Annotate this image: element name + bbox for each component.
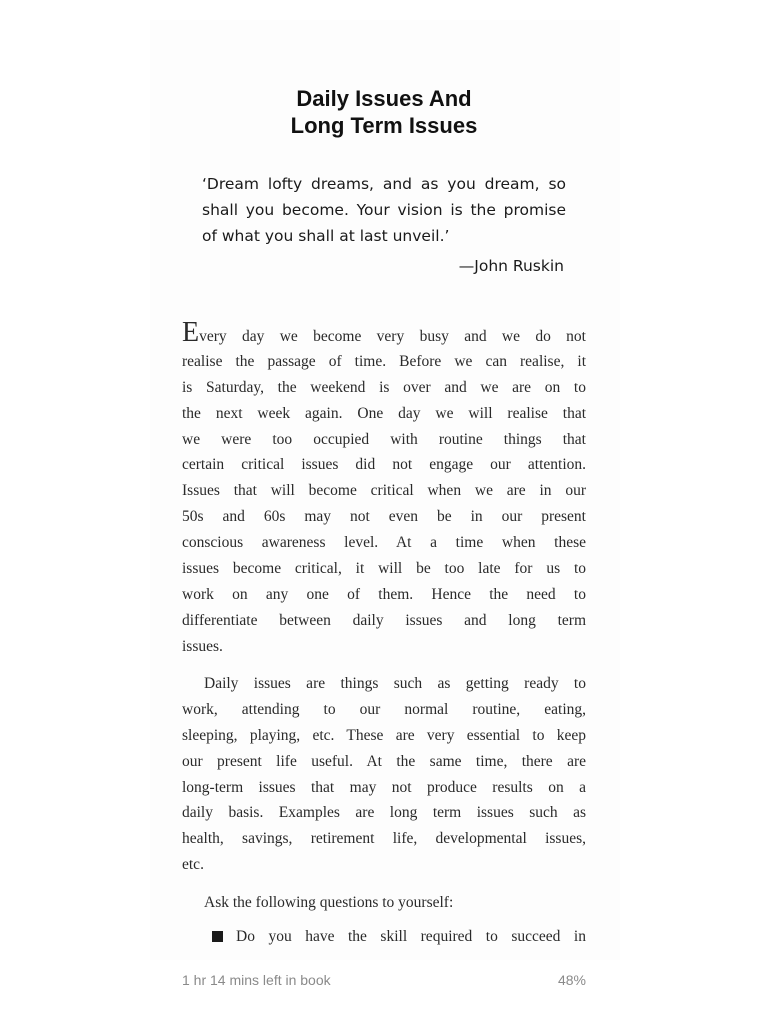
chapter-title-line-2: Long Term Issues bbox=[290, 113, 478, 138]
epigraph-line: shall you become. Your vision is the promise bbox=[202, 201, 566, 219]
epigraph-quote bbox=[202, 171, 566, 249]
bullet-list-item bbox=[212, 924, 586, 950]
epigraph-author: —John Ruskin bbox=[458, 257, 564, 275]
paragraph-line bbox=[182, 317, 586, 349]
paragraph-line: 50s and 60s may not even be in our present bbox=[182, 508, 586, 526]
epigraph-line: ‘Dream lofty dreams, and as you dream, so bbox=[202, 175, 566, 193]
paragraph-line: long-term issues that may not produce results on a bbox=[182, 778, 586, 796]
paragraph-line: differentiate between daily issues and long term bbox=[182, 611, 586, 629]
paragraph-line: Ask the following questions to yourself: bbox=[204, 894, 454, 911]
paragraph-line: conscious awareness level. At a time when these bbox=[182, 534, 586, 552]
paragraph-line: etc. bbox=[182, 856, 204, 874]
time-left-indicator: 1 hr 14 mins left in book bbox=[182, 972, 331, 988]
paragraph-line-text: very day we become very busy and we do not bbox=[199, 328, 586, 345]
drop-cap: E bbox=[182, 317, 200, 348]
paragraph-1 bbox=[182, 317, 586, 660]
epigraph-line: of what you shall at last unveil.’ bbox=[202, 227, 450, 245]
reading-progress-percent: 48% bbox=[557, 972, 586, 988]
paragraph-line: issues. bbox=[182, 637, 223, 655]
paragraph-line: is Saturday, the weekend is over and we are on to bbox=[182, 378, 586, 396]
paragraph-line: work, attending to our normal routine, eating, bbox=[182, 700, 586, 718]
paragraph-line: realise the passage of time. Before we can realise, it bbox=[182, 352, 586, 370]
paragraph-line: our present life useful. At the same time, there are bbox=[182, 752, 586, 770]
paragraph-line: Daily issues are things such as getting ready to bbox=[204, 675, 586, 692]
paragraph-3 bbox=[182, 890, 586, 916]
paragraph-line: the next week again. One day we will realise that bbox=[182, 404, 586, 422]
bullet-text: Do you have the skill required to succeed in bbox=[236, 928, 586, 945]
paragraph-line: Issues that will become critical when we are in our bbox=[182, 482, 586, 500]
square-bullet-icon bbox=[212, 931, 223, 942]
paragraph-line: issues become critical, it will be too late for us to bbox=[182, 560, 586, 578]
paragraph-line: health, savings, retirement life, developmental issues, bbox=[182, 830, 586, 848]
chapter-title-line-1: Daily Issues And bbox=[296, 86, 472, 111]
paragraph-line: we were too occupied with routine things that bbox=[182, 430, 586, 448]
paragraph-line: work on any one of them. Hence the need to bbox=[182, 585, 586, 603]
paragraph-2 bbox=[182, 671, 586, 878]
paragraph-line: daily basis. Examples are long term issues such as bbox=[182, 804, 586, 822]
paragraph-line: certain critical issues did not engage our attention. bbox=[182, 456, 586, 474]
paragraph-line: sleeping, playing, etc. These are very essential to keep bbox=[182, 726, 586, 744]
